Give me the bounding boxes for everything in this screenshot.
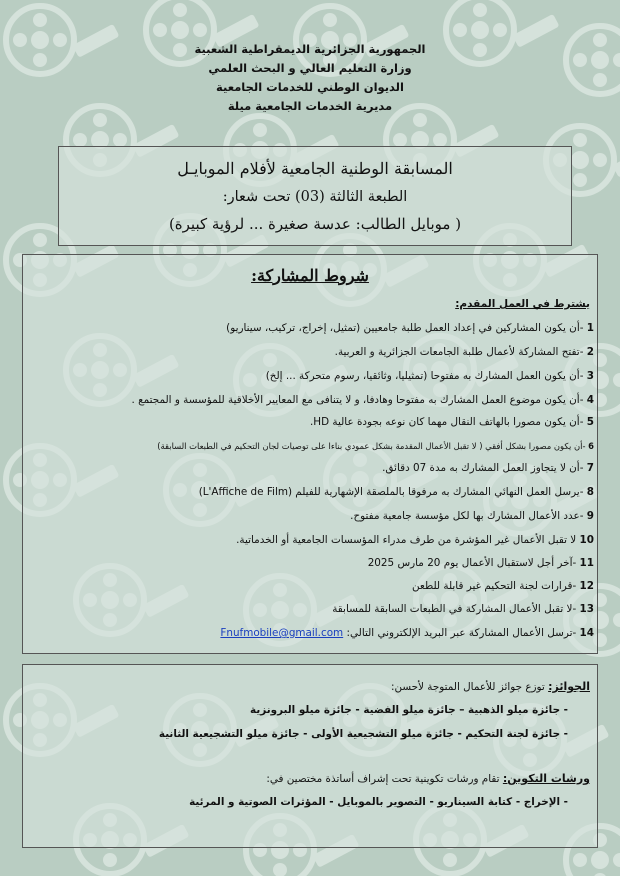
header-directorate: مديرية الخدمات الجامعية ميلة <box>227 99 393 113</box>
edition-line: الطبعة الثالثة (03) تحت شعار: <box>222 189 408 205</box>
condition-text: -آخر أجل لاستقبال الأعمال يوم 20 مارس 2025 <box>367 557 577 569</box>
competition-title: المسابقة الوطنية الجامعية لأفلام الموبايـل <box>177 159 453 178</box>
condition-number: 5 <box>586 416 594 428</box>
condition-number: 6 <box>588 441 594 451</box>
condition-number: 9 <box>586 510 594 522</box>
condition-text: -ترسل الأعمال المشاركة عبر البريد الإلكتروني التالي: <box>346 627 577 639</box>
condition-number: 14 <box>579 627 594 639</box>
workshops-intro-line <box>266 772 590 785</box>
prizes-intro: توزع جوائز للأعمال المتوجة لأحسن: <box>390 681 545 693</box>
condition-number: 2 <box>586 346 594 358</box>
condition-number: 12 <box>579 580 594 592</box>
prizes-row-1: - جائزة ميلو الذهبية – جائزة ميلو الفضية - جائزة ميلو البرونزية <box>250 704 568 716</box>
condition-item <box>132 394 594 406</box>
condition-text: -أن يكون مصورا بالهاتف النقال مهما كان نوعه بجودة عالية HD. <box>309 416 584 428</box>
workshops-label: ورشات التكوين: <box>502 772 590 785</box>
workshops-row: - الإخراج - كتابة السيناريو - التصوير بالموبايل - المؤثرات الصوتية و المرئية <box>189 796 568 808</box>
official-header <box>0 40 620 116</box>
header-office: الديوان الوطني للخدمات الجامعية <box>216 80 404 94</box>
condition-text: -أن يكون مصورا بشكل أفقي ( لا تقبل الأعمال المقدمة بشكل عمودي بناءا على توصيات لجان التحكيم في الطبعات السابقة) <box>157 441 586 451</box>
condition-number: 3 <box>586 370 594 382</box>
condition-text: لا تقبل الأعمال غير المؤشرة من طرف مدراء المؤسسات الجامعية أو الخدماتية. <box>236 534 577 546</box>
condition-item <box>332 603 594 615</box>
conditions-subheading: يشترط في العمل المقدم: <box>455 298 590 310</box>
prizes-row-2: - جائزة لجنة التحكيم - جائزة ميلو التشجيعية الأولى - جائزة ميلو التشجيعية الثانية <box>158 728 568 740</box>
condition-item <box>350 510 594 522</box>
condition-item <box>382 462 594 474</box>
condition-text: -لا تقبل الأعمال المشاركة في الطبعات السابقة للمسابقة <box>332 603 577 615</box>
condition-text: -تفتح المشاركة لأعمال طلبة الجامعات الجزائرية و العربية. <box>334 346 584 358</box>
condition-number: 4 <box>586 394 594 406</box>
competition-title-box <box>58 146 572 246</box>
condition-number: 11 <box>579 557 594 569</box>
condition-item <box>236 534 594 546</box>
condition-item <box>226 322 594 334</box>
conditions-heading: شروط المشاركة: <box>251 266 369 285</box>
condition-item <box>157 441 594 451</box>
condition-text: -عدد الأعمال المشارك بها لكل مؤسسة جامعية مفتوح. <box>350 510 584 522</box>
condition-item <box>199 486 594 498</box>
condition-text: -أن يكون المشاركين في إعداد العمل طلبة جامعيين (تمثيل، إخراج، تركيب، سيناريو) <box>226 322 584 334</box>
condition-text: -قرارات لجنة التحكيم غير قابلة للطعن <box>412 580 577 592</box>
condition-item <box>266 370 594 382</box>
condition-item <box>310 416 594 428</box>
condition-text: -أن يكون العمل المشارك به مفتوحا (تمثيليا، وثائقيا، رسوم متحركة ... إلخ) <box>265 370 584 382</box>
condition-text: -أن لا يتجاوز العمل المشارك به مدة 07 دقائق. <box>382 462 584 474</box>
condition-number: 13 <box>579 603 594 615</box>
header-ministry: وزارة التعليم العالي و البحث العلمي <box>208 61 412 75</box>
prizes-label: الجوائز: <box>548 680 590 693</box>
prizes-intro-line <box>391 680 590 693</box>
email-link[interactable]: Fnufmobile@gmail.com <box>220 627 344 639</box>
condition-number: 7 <box>586 462 594 474</box>
condition-number: 10 <box>579 534 594 546</box>
condition-text: -يرسل العمل النهائي المشارك به مرفوقا بالملصقة الإشهارية للفيلم (L'Affiche de Film) <box>198 486 584 498</box>
condition-item <box>335 346 594 358</box>
condition-number: 1 <box>586 322 594 334</box>
condition-item <box>368 557 594 569</box>
condition-number: 8 <box>586 486 594 498</box>
condition-item <box>412 580 594 592</box>
workshops-intro: تقام ورشات تكوينية تحت إشراف أساتذة مختصين في: <box>266 773 500 785</box>
condition-item <box>220 627 594 639</box>
slogan-line: ( موبايل الطالب: عدسة صغيرة ... لرؤية كبيرة) <box>168 215 462 233</box>
conditions-box <box>22 254 598 654</box>
header-republic: الجمهورية الجزائرية الديمقراطية الشعبية <box>194 42 426 56</box>
condition-text: -أن يكون موضوع العمل المشارك به مفتوحا وهادفا، و لا يتنافى مع المعايير الأخلاقية للمؤسسة و المجتمع . <box>131 394 584 406</box>
